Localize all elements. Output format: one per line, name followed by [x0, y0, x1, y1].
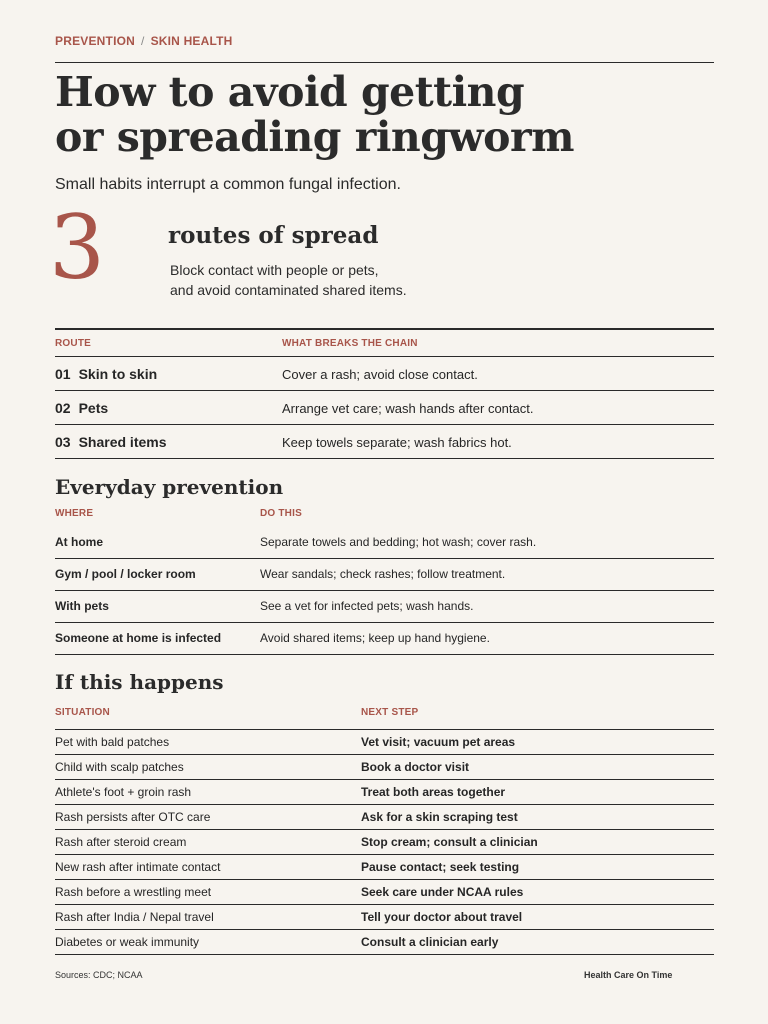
top-divider	[55, 62, 714, 63]
route-row	[55, 356, 714, 390]
situation-row	[55, 780, 714, 805]
situation-text: Pet with bald patches	[55, 735, 170, 749]
col-header-where: WHERE	[55, 508, 94, 519]
stat-description	[170, 260, 590, 300]
situation-row	[55, 880, 714, 905]
stat-desc-line-2: and avoid contaminated shared items.	[170, 282, 407, 298]
route-row	[55, 390, 714, 424]
situations-heading: If this happens	[55, 670, 224, 694]
next-step-text: Vet visit; vacuum pet areas	[361, 735, 516, 749]
situation-text: Diabetes or weak immunity	[55, 935, 200, 949]
subtitle: Small habits interrupt a common fungal infection.	[55, 176, 401, 193]
col-header-do-this: DO THIS	[260, 508, 302, 519]
prevention-row	[55, 559, 714, 591]
situation-row	[55, 855, 714, 880]
situation-row	[55, 805, 714, 830]
situation-row	[55, 930, 714, 955]
route-name: Skin to skin	[78, 366, 158, 382]
prevention-table	[55, 505, 714, 655]
breadcrumb-prevention[interactable]: PREVENTION	[55, 34, 136, 48]
next-step-text: Seek care under NCAA rules	[361, 885, 524, 899]
prevention-action: Avoid shared items; keep up hand hygiene.	[260, 631, 490, 645]
prevention-where: At home	[55, 535, 103, 549]
prevention-action: Wear sandals; check rashes; follow treatment.	[260, 567, 506, 581]
prevention-where: Gym / pool / locker room	[55, 567, 196, 581]
situation-row	[55, 830, 714, 855]
route-row	[55, 424, 714, 459]
prevention-heading: Everyday prevention	[55, 475, 284, 499]
route-number: 02	[55, 400, 71, 416]
col-header-situation: SITUATION	[55, 707, 110, 718]
routes-table-header	[55, 330, 714, 356]
situation-row	[55, 905, 714, 930]
breadcrumb-skin-health[interactable]: SKIN HEALTH	[150, 34, 233, 48]
next-step-text: Tell your doctor about travel	[361, 910, 523, 924]
prevention-row	[55, 527, 714, 559]
route-name: Pets	[78, 400, 109, 416]
title-line-2: or spreading ringworm	[55, 113, 574, 161]
col-header-breaks-chain: WHAT BREAKS THE CHAIN	[282, 338, 418, 349]
stat-number: 3	[49, 196, 105, 299]
next-step-text: Ask for a skin scraping test	[361, 810, 518, 824]
route-number: 03	[55, 434, 71, 450]
prevention-row	[55, 591, 714, 623]
prevention-where: Someone at home is infected	[55, 631, 222, 645]
route-number: 01	[55, 366, 71, 382]
situation-text: Rash after steroid cream	[55, 835, 187, 849]
situation-text: Child with scalp patches	[55, 760, 184, 774]
prevention-action: Separate towels and bedding; hot wash; cover rash.	[260, 535, 537, 549]
situations-table-header	[55, 705, 714, 730]
route-fix: Arrange vet care; wash hands after contact.	[282, 401, 534, 416]
situation-row	[55, 755, 714, 780]
situations-table	[55, 705, 714, 955]
prevention-table-header	[55, 505, 714, 527]
situation-text: Rash persists after OTC care	[55, 810, 211, 824]
prevention-action: See a vet for infected pets; wash hands.	[260, 599, 474, 613]
routes-table	[55, 328, 714, 459]
stat-label: routes of spread	[168, 222, 379, 249]
sources-note: Sources: CDC; NCAA	[55, 970, 143, 980]
brand-name: Health Care On Time	[584, 970, 673, 980]
next-step-text: Stop cream; consult a clinician	[361, 835, 538, 849]
title-line-1: How to avoid getting	[55, 68, 525, 116]
prevention-where: With pets	[55, 599, 109, 613]
route-fix: Keep towels separate; wash fabrics hot.	[282, 435, 512, 450]
next-step-text: Book a doctor visit	[361, 760, 470, 774]
route-name: Shared items	[78, 434, 167, 450]
breadcrumb	[55, 34, 233, 48]
col-header-route: ROUTE	[55, 338, 91, 349]
situation-row	[55, 730, 714, 755]
next-step-text: Consult a clinician early	[361, 935, 499, 949]
situation-text: New rash after intimate contact	[55, 860, 221, 874]
situation-text: Rash after India / Nepal travel	[55, 910, 214, 924]
route-fix: Cover a rash; avoid close contact.	[282, 367, 478, 382]
breadcrumb-separator: /	[141, 34, 145, 48]
situation-text: Athlete's foot + groin rash	[55, 785, 192, 799]
situation-text: Rash before a wrestling meet	[55, 885, 212, 899]
next-step-text: Pause contact; seek testing	[361, 860, 520, 874]
next-step-text: Treat both areas together	[361, 785, 506, 799]
stat-desc-line-1: Block contact with people or pets,	[170, 262, 379, 278]
col-header-next-step: NEXT STEP	[361, 707, 419, 718]
page-title	[55, 70, 714, 160]
prevention-row	[55, 623, 714, 655]
